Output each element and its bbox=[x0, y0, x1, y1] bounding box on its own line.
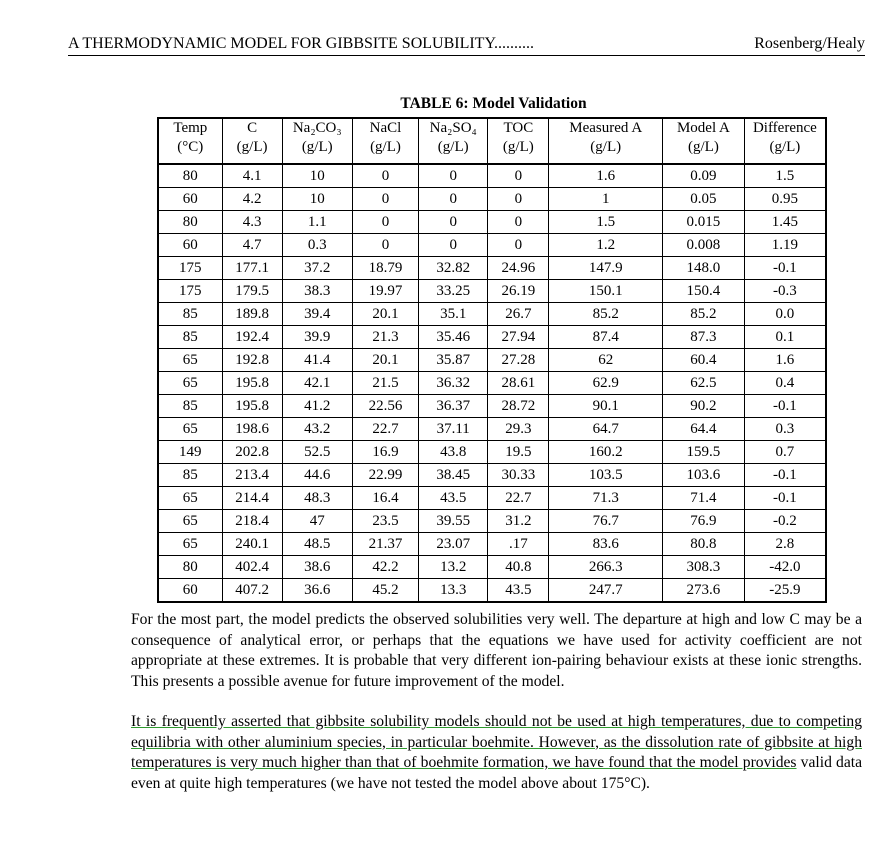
table-cell: -0.1 bbox=[744, 395, 826, 418]
table-cell: 10 bbox=[282, 164, 352, 188]
table-cell: 60 bbox=[158, 579, 222, 603]
table-cell: 103.5 bbox=[549, 464, 663, 487]
table-cell: 195.8 bbox=[222, 372, 282, 395]
table-cell: 65 bbox=[158, 487, 222, 510]
table-cell: 1.1 bbox=[282, 211, 352, 234]
table-cell: 149 bbox=[158, 441, 222, 464]
table-cell: 43.5 bbox=[419, 487, 488, 510]
table-row bbox=[158, 280, 826, 303]
table-cell: 48.3 bbox=[282, 487, 352, 510]
table-cell: 60.4 bbox=[663, 349, 745, 372]
column-header: Na₂CO₃ (g/L) bbox=[282, 118, 352, 164]
table-cell: 10 bbox=[282, 188, 352, 211]
table-row bbox=[158, 257, 826, 280]
table-cell: 2.8 bbox=[744, 533, 826, 556]
table-cell: 0 bbox=[419, 164, 488, 188]
table-cell: 23.5 bbox=[352, 510, 418, 533]
table-cell: 0 bbox=[352, 234, 418, 257]
table-cell: 0 bbox=[352, 211, 418, 234]
table-cell: 87.4 bbox=[549, 326, 663, 349]
table-row bbox=[158, 164, 826, 188]
table-cell: 52.5 bbox=[282, 441, 352, 464]
table-cell: 62 bbox=[549, 349, 663, 372]
table-cell: 175 bbox=[158, 280, 222, 303]
table-row bbox=[158, 464, 826, 487]
table-cell: 85 bbox=[158, 395, 222, 418]
column-header: Na₂SO₄ (g/L) bbox=[419, 118, 488, 164]
table-cell: 44.6 bbox=[282, 464, 352, 487]
table-cell: -0.3 bbox=[744, 280, 826, 303]
table-cell: 27.28 bbox=[488, 349, 549, 372]
table-cell: 64.4 bbox=[663, 418, 745, 441]
table-cell: 31.2 bbox=[488, 510, 549, 533]
table-cell: 150.4 bbox=[663, 280, 745, 303]
table-cell: 22.7 bbox=[352, 418, 418, 441]
table-cell: 0.008 bbox=[663, 234, 745, 257]
table-cell: 148.0 bbox=[663, 257, 745, 280]
table-cell: 0.7 bbox=[744, 441, 826, 464]
table-cell: 147.9 bbox=[549, 257, 663, 280]
paragraph-high-temperature bbox=[131, 712, 862, 794]
table-row bbox=[158, 487, 826, 510]
table-cell: 41.4 bbox=[282, 349, 352, 372]
table-cell: 60 bbox=[158, 188, 222, 211]
table-cell: 76.9 bbox=[663, 510, 745, 533]
table-cell: 39.9 bbox=[282, 326, 352, 349]
table-cell: 36.37 bbox=[419, 395, 488, 418]
table-cell: 0 bbox=[352, 188, 418, 211]
table-cell: .17 bbox=[488, 533, 549, 556]
table-cell: 273.6 bbox=[663, 579, 745, 603]
table-cell: 16.4 bbox=[352, 487, 418, 510]
table-cell: 103.6 bbox=[663, 464, 745, 487]
table-cell: 21.37 bbox=[352, 533, 418, 556]
table-cell: 42.2 bbox=[352, 556, 418, 579]
table-cell: 0 bbox=[488, 234, 549, 257]
table-row bbox=[158, 372, 826, 395]
table-cell: 48.5 bbox=[282, 533, 352, 556]
table-cell: 192.8 bbox=[222, 349, 282, 372]
table-cell: 62.9 bbox=[549, 372, 663, 395]
table-cell: -0.1 bbox=[744, 257, 826, 280]
table-header-row bbox=[158, 118, 826, 164]
table-row bbox=[158, 510, 826, 533]
table-cell: 62.5 bbox=[663, 372, 745, 395]
table-cell: 85.2 bbox=[549, 303, 663, 326]
table-cell: 85 bbox=[158, 303, 222, 326]
table-cell: 28.72 bbox=[488, 395, 549, 418]
table-cell: 39.55 bbox=[419, 510, 488, 533]
table-cell: 308.3 bbox=[663, 556, 745, 579]
table-cell: 71.3 bbox=[549, 487, 663, 510]
table-cell: 87.3 bbox=[663, 326, 745, 349]
table-cell: 18.79 bbox=[352, 257, 418, 280]
table-cell: 21.3 bbox=[352, 326, 418, 349]
table-cell: 0.0 bbox=[744, 303, 826, 326]
table-cell: 40.8 bbox=[488, 556, 549, 579]
table-cell: 19.5 bbox=[488, 441, 549, 464]
table-cell: 195.8 bbox=[222, 395, 282, 418]
table-cell: 43.2 bbox=[282, 418, 352, 441]
table-cell: 80.8 bbox=[663, 533, 745, 556]
table-cell: 0 bbox=[488, 188, 549, 211]
table-cell: 80 bbox=[158, 164, 222, 188]
table-cell: 266.3 bbox=[549, 556, 663, 579]
table-cell: 28.61 bbox=[488, 372, 549, 395]
table-cell: 0.05 bbox=[663, 188, 745, 211]
table-cell: 65 bbox=[158, 510, 222, 533]
table-cell: 159.5 bbox=[663, 441, 745, 464]
table-cell: 177.1 bbox=[222, 257, 282, 280]
table-cell: 0.3 bbox=[744, 418, 826, 441]
table-cell: 0 bbox=[419, 234, 488, 257]
table-cell: 60 bbox=[158, 234, 222, 257]
table-cell: 21.5 bbox=[352, 372, 418, 395]
table-cell: 37.2 bbox=[282, 257, 352, 280]
table-cell: 202.8 bbox=[222, 441, 282, 464]
table-cell: 20.1 bbox=[352, 349, 418, 372]
table-cell: 38.3 bbox=[282, 280, 352, 303]
table-cell: 24.96 bbox=[488, 257, 549, 280]
table-cell: 4.3 bbox=[222, 211, 282, 234]
table-cell: 65 bbox=[158, 533, 222, 556]
table-cell: 0 bbox=[488, 211, 549, 234]
column-header: Difference (g/L) bbox=[744, 118, 826, 164]
table-cell: 13.2 bbox=[419, 556, 488, 579]
table-cell: 36.6 bbox=[282, 579, 352, 603]
column-header: NaCl (g/L) bbox=[352, 118, 418, 164]
table-cell: 0.3 bbox=[282, 234, 352, 257]
table-cell: 85.2 bbox=[663, 303, 745, 326]
table-cell: 4.1 bbox=[222, 164, 282, 188]
table-cell: 37.11 bbox=[419, 418, 488, 441]
table-row bbox=[158, 234, 826, 257]
column-header: Model A (g/L) bbox=[663, 118, 745, 164]
table-cell: 218.4 bbox=[222, 510, 282, 533]
table-cell: 23.07 bbox=[419, 533, 488, 556]
table-cell: 64.7 bbox=[549, 418, 663, 441]
table-caption: TABLE 6: Model Validation bbox=[400, 95, 587, 112]
table-cell: 1.2 bbox=[549, 234, 663, 257]
table-body bbox=[158, 164, 826, 602]
table-cell: 189.8 bbox=[222, 303, 282, 326]
header-authors: Rosenberg/Healy bbox=[754, 35, 865, 52]
table-row bbox=[158, 349, 826, 372]
table-row bbox=[158, 579, 826, 603]
table-cell: 0 bbox=[488, 164, 549, 188]
table-cell: 22.7 bbox=[488, 487, 549, 510]
table-cell: 1.5 bbox=[744, 164, 826, 188]
paragraph-model-performance: For the most part, the model predicts the observed solubilities very well. The departure at high and low C may be a consequence of analytical error, or perhaps that the equations we have used for activity coefficient are not appropriate at these extremes. It is probable that very different ion-pairing behaviour exists at these ionic strengths. This presents a possible avenue for future improvement of the model. bbox=[131, 611, 862, 690]
table-cell: 35.1 bbox=[419, 303, 488, 326]
table-cell: 20.1 bbox=[352, 303, 418, 326]
table-cell: 41.2 bbox=[282, 395, 352, 418]
table-cell: 1.6 bbox=[549, 164, 663, 188]
table-cell: 402.4 bbox=[222, 556, 282, 579]
table-row bbox=[158, 211, 826, 234]
column-header: TOC (g/L) bbox=[488, 118, 549, 164]
table-cell: 29.3 bbox=[488, 418, 549, 441]
table-cell: -0.2 bbox=[744, 510, 826, 533]
table-cell: 4.7 bbox=[222, 234, 282, 257]
table-cell: 214.4 bbox=[222, 487, 282, 510]
table-cell: 43.5 bbox=[488, 579, 549, 603]
table-row bbox=[158, 556, 826, 579]
table-cell: 16.9 bbox=[352, 441, 418, 464]
table-cell: 0.95 bbox=[744, 188, 826, 211]
table-cell: 22.99 bbox=[352, 464, 418, 487]
column-header: Temp (°C) bbox=[158, 118, 222, 164]
table-cell: 4.2 bbox=[222, 188, 282, 211]
table-cell: 30.33 bbox=[488, 464, 549, 487]
table-row bbox=[158, 533, 826, 556]
table-row bbox=[158, 395, 826, 418]
table-cell: 26.19 bbox=[488, 280, 549, 303]
validation-table bbox=[157, 117, 827, 603]
table-cell: 22.56 bbox=[352, 395, 418, 418]
table-cell: 0.4 bbox=[744, 372, 826, 395]
table-cell: 38.6 bbox=[282, 556, 352, 579]
table-cell: 240.1 bbox=[222, 533, 282, 556]
table-cell: 38.45 bbox=[419, 464, 488, 487]
table-cell: 90.2 bbox=[663, 395, 745, 418]
table-row bbox=[158, 326, 826, 349]
table-cell: 65 bbox=[158, 349, 222, 372]
table-cell: 150.1 bbox=[549, 280, 663, 303]
table-cell: 1 bbox=[549, 188, 663, 211]
table-cell: 407.2 bbox=[222, 579, 282, 603]
table-cell: 90.1 bbox=[549, 395, 663, 418]
table-cell: 35.87 bbox=[419, 349, 488, 372]
table-cell: 85 bbox=[158, 326, 222, 349]
table-cell: 26.7 bbox=[488, 303, 549, 326]
paragraph-text: valid data even at quite high temperatures (we have not tested the model above about 175°C). bbox=[131, 754, 862, 792]
table-cell: 35.46 bbox=[419, 326, 488, 349]
table-row bbox=[158, 418, 826, 441]
table-cell: 192.4 bbox=[222, 326, 282, 349]
table-cell: 247.7 bbox=[549, 579, 663, 603]
table-cell: 42.1 bbox=[282, 372, 352, 395]
header-title: A THERMODYNAMIC MODEL FOR GIBBSITE SOLUBILITY.......... bbox=[68, 35, 534, 52]
table-cell: 36.32 bbox=[419, 372, 488, 395]
table-cell: 0.1 bbox=[744, 326, 826, 349]
table-cell: 1.6 bbox=[744, 349, 826, 372]
table-cell: 71.4 bbox=[663, 487, 745, 510]
table-cell: 160.2 bbox=[549, 441, 663, 464]
table-cell: 76.7 bbox=[549, 510, 663, 533]
table-cell: 0 bbox=[419, 188, 488, 211]
column-header: C (g/L) bbox=[222, 118, 282, 164]
table-cell: -25.9 bbox=[744, 579, 826, 603]
table-cell: 0.09 bbox=[663, 164, 745, 188]
table-cell: -0.1 bbox=[744, 464, 826, 487]
table-cell: 198.6 bbox=[222, 418, 282, 441]
table-cell: 33.25 bbox=[419, 280, 488, 303]
table-cell: 0 bbox=[419, 211, 488, 234]
table-cell: 83.6 bbox=[549, 533, 663, 556]
table-cell: 0 bbox=[352, 164, 418, 188]
table-cell: 179.5 bbox=[222, 280, 282, 303]
table-cell: 213.4 bbox=[222, 464, 282, 487]
table-row bbox=[158, 188, 826, 211]
table-cell: 13.3 bbox=[419, 579, 488, 603]
table-cell: 32.82 bbox=[419, 257, 488, 280]
table-cell: 1.5 bbox=[549, 211, 663, 234]
table-cell: 45.2 bbox=[352, 579, 418, 603]
table-cell: -0.1 bbox=[744, 487, 826, 510]
table-row bbox=[158, 303, 826, 326]
table-cell: 1.45 bbox=[744, 211, 826, 234]
table-cell: 65 bbox=[158, 418, 222, 441]
table-cell: 175 bbox=[158, 257, 222, 280]
table-row bbox=[158, 441, 826, 464]
table-cell: 43.8 bbox=[419, 441, 488, 464]
table-cell: 80 bbox=[158, 556, 222, 579]
table-cell: 47 bbox=[282, 510, 352, 533]
table-cell: 27.94 bbox=[488, 326, 549, 349]
table-cell: 1.19 bbox=[744, 234, 826, 257]
table-cell: 80 bbox=[158, 211, 222, 234]
table-cell: 19.97 bbox=[352, 280, 418, 303]
table-cell: 65 bbox=[158, 372, 222, 395]
table-cell: 39.4 bbox=[282, 303, 352, 326]
table-cell: 85 bbox=[158, 464, 222, 487]
table-cell: 0.015 bbox=[663, 211, 745, 234]
underlined-text: It is frequently asserted that gibbsite solubility models should not be used at high temperatures, due to competing equilibria with other aluminium species, in particular boehmite. However, as the dissolution rate of gibbsite at high temperatures is very much higher than that of boehmite formation, we have found that the model provides bbox=[131, 713, 862, 771]
running-header bbox=[68, 34, 865, 56]
table-cell: -42.0 bbox=[744, 556, 826, 579]
column-header: Measured A (g/L) bbox=[549, 118, 663, 164]
